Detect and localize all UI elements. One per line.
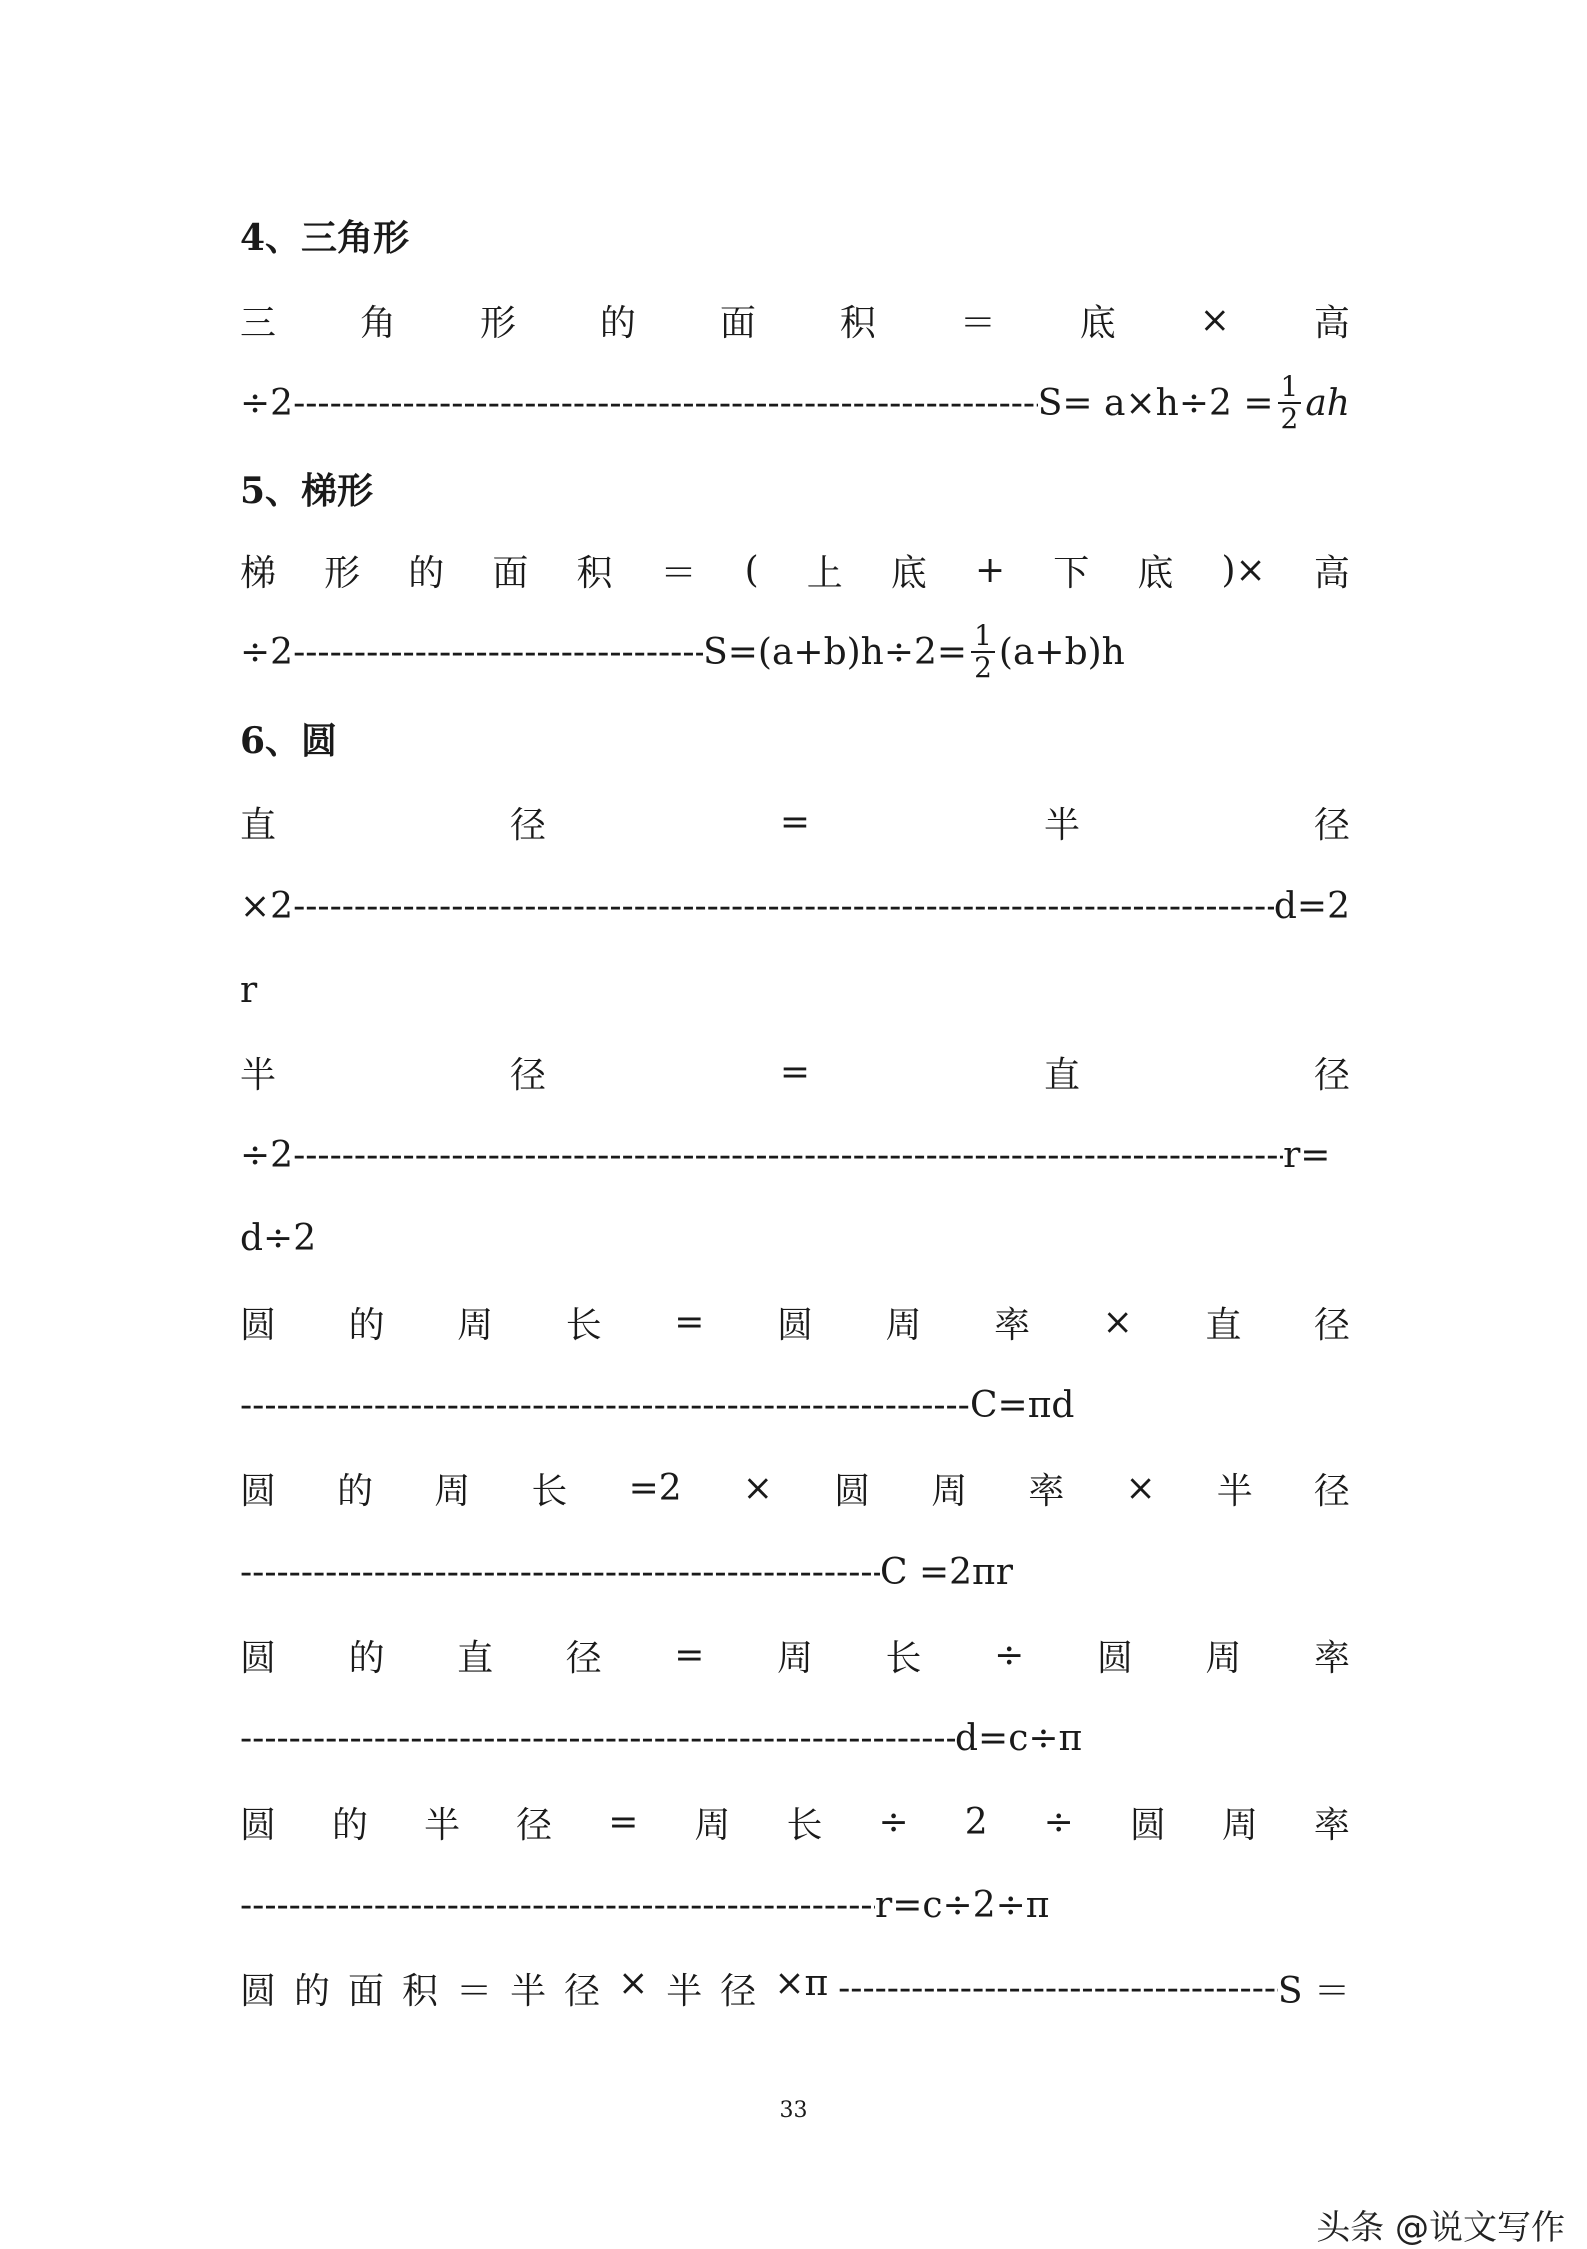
dash-leader bbox=[293, 383, 1038, 424]
formula-tail: r=c÷2÷π bbox=[875, 1884, 1050, 1926]
word: 率 bbox=[1313, 1804, 1350, 1846]
word: 周 bbox=[776, 1637, 813, 1679]
dash-leader bbox=[240, 1885, 875, 1926]
word: 2 bbox=[964, 1801, 988, 1843]
word: = bbox=[674, 1634, 705, 1676]
word: = bbox=[779, 801, 811, 843]
word: + bbox=[975, 549, 1006, 591]
word: 高 bbox=[1313, 552, 1350, 594]
trapezoid-area-text bbox=[240, 540, 1350, 600]
heading-text: 6、圆 bbox=[240, 719, 338, 762]
word: 下 bbox=[1053, 552, 1090, 594]
word: 面 bbox=[348, 1970, 385, 2012]
formula-lead: ×2 bbox=[240, 885, 294, 927]
page-number: 33 bbox=[779, 2098, 808, 2123]
diameter-from-circumference-formula bbox=[240, 1708, 1350, 1768]
word: 的 bbox=[337, 1470, 374, 1512]
word: ÷ bbox=[994, 1634, 1025, 1676]
word: 半 bbox=[666, 1970, 703, 2012]
word: 径 bbox=[509, 1054, 546, 1096]
word: 周 bbox=[434, 1470, 471, 1512]
word: 形 bbox=[324, 552, 361, 594]
formula-tail: C=πd bbox=[970, 1384, 1075, 1426]
word: 半 bbox=[510, 1970, 547, 2012]
formula-tail: C =2πr bbox=[880, 1551, 1013, 1593]
dash-leader bbox=[240, 1718, 955, 1759]
fraction bbox=[971, 621, 995, 683]
word: 周 bbox=[1205, 1637, 1242, 1679]
diameter-text bbox=[240, 792, 1350, 852]
word: ＝ bbox=[959, 302, 996, 344]
dash-leader bbox=[293, 632, 703, 673]
formula-tail: S=(a+b)h÷2= bbox=[703, 631, 968, 673]
formula-lead: ÷2 bbox=[240, 631, 294, 673]
word: 上 bbox=[806, 552, 843, 594]
formula-tail: r= bbox=[1283, 1134, 1331, 1176]
word: 圆 bbox=[776, 1304, 813, 1346]
word: 半 bbox=[240, 1054, 277, 1096]
triangle-area-formula bbox=[240, 370, 1350, 435]
word: 的 bbox=[348, 1304, 385, 1346]
word: ＝ bbox=[660, 552, 697, 594]
word: 径 bbox=[1313, 1054, 1350, 1096]
radius-from-circumference-formula bbox=[240, 1875, 1350, 1935]
word: 率 bbox=[1313, 1637, 1350, 1679]
heading-text: 5、梯形 bbox=[240, 469, 374, 512]
word: 长 bbox=[885, 1637, 922, 1679]
word: 径 bbox=[1313, 1470, 1350, 1512]
diameter-formula-wrap bbox=[240, 960, 1350, 1020]
word: 半 bbox=[1216, 1470, 1253, 1512]
dash-leader bbox=[293, 886, 1274, 927]
formula-lead: ÷2 bbox=[240, 1134, 294, 1176]
diameter-from-circumference-text bbox=[240, 1625, 1350, 1685]
word: 圆 bbox=[240, 1304, 277, 1346]
word: 率 bbox=[994, 1304, 1031, 1346]
word: × bbox=[1199, 299, 1230, 341]
word: 的 bbox=[408, 552, 445, 594]
word: 径 bbox=[720, 1970, 757, 2012]
word: 面 bbox=[492, 552, 529, 594]
word: 的 bbox=[332, 1804, 369, 1846]
word: 三 bbox=[240, 302, 277, 344]
formula-tail: S ＝ bbox=[1277, 1970, 1350, 2012]
dash-leader bbox=[838, 1968, 1278, 2009]
word: × bbox=[1102, 1301, 1133, 1343]
word: 圆 bbox=[1096, 1637, 1133, 1679]
word: 长 bbox=[786, 1804, 823, 1846]
word: 率 bbox=[1028, 1470, 1065, 1512]
word: = bbox=[608, 1801, 639, 1843]
fraction bbox=[1278, 372, 1302, 434]
word: 半 bbox=[1044, 804, 1081, 846]
word: 长 bbox=[565, 1304, 602, 1346]
word: 圆 bbox=[240, 1470, 277, 1512]
word: 圆 bbox=[240, 1970, 277, 2012]
word: )× bbox=[1221, 549, 1266, 591]
word: 底 bbox=[1079, 302, 1116, 344]
circumference-diameter-text bbox=[240, 1292, 1350, 1352]
word: ÷ bbox=[1043, 1801, 1074, 1843]
word: 周 bbox=[457, 1304, 494, 1346]
formula-wrap-text: r bbox=[240, 969, 258, 1011]
word: = bbox=[674, 1301, 705, 1343]
formula-after: (a+b)h bbox=[998, 631, 1125, 673]
word: = bbox=[779, 1051, 811, 1093]
circumference-diameter-formula bbox=[240, 1375, 1350, 1435]
formula-wrap-text: d÷2 bbox=[240, 1217, 317, 1259]
circle-area-text bbox=[240, 1958, 1350, 2018]
word: 长 bbox=[531, 1470, 568, 1512]
word: =2 bbox=[628, 1467, 682, 1509]
word: 高 bbox=[1313, 302, 1350, 344]
radius-formula-wrap bbox=[240, 1208, 1350, 1268]
dash-leader bbox=[293, 1135, 1283, 1176]
triangle-area-text bbox=[240, 290, 1350, 350]
circumference-radius-formula bbox=[240, 1542, 1350, 1602]
word: ( bbox=[744, 549, 759, 591]
word: 圆 bbox=[834, 1470, 871, 1512]
word: 直 bbox=[1044, 1054, 1081, 1096]
formula-lead: ÷2 bbox=[240, 382, 294, 424]
diameter-formula bbox=[240, 876, 1350, 936]
word: ＝ bbox=[456, 1970, 493, 2012]
dash-leader bbox=[240, 1385, 970, 1426]
word: 圆 bbox=[240, 1637, 277, 1679]
word: 周 bbox=[931, 1470, 968, 1512]
word: 梯 bbox=[240, 552, 277, 594]
fraction-denominator: 2 bbox=[974, 651, 992, 684]
word: 直 bbox=[457, 1637, 494, 1679]
word: 直 bbox=[240, 804, 277, 846]
word: 的 bbox=[294, 1970, 331, 2012]
word: 圆 bbox=[240, 1804, 277, 1846]
word: ÷ bbox=[878, 1801, 909, 1843]
word: × bbox=[1125, 1467, 1156, 1509]
word: 径 bbox=[1313, 1304, 1350, 1346]
word: 圆 bbox=[1129, 1804, 1166, 1846]
section-4-heading bbox=[240, 205, 1350, 265]
dash-leader bbox=[240, 1552, 880, 1593]
heading-text: 4、三角形 bbox=[240, 216, 410, 259]
word: × bbox=[742, 1467, 773, 1509]
word: 径 bbox=[1313, 804, 1350, 846]
word: 面 bbox=[719, 302, 756, 344]
formula-tail: d=c÷π bbox=[955, 1717, 1083, 1759]
word: 径 bbox=[509, 804, 546, 846]
trapezoid-area-formula bbox=[240, 619, 1350, 684]
word: 的 bbox=[348, 1637, 385, 1679]
fraction-denominator: 2 bbox=[1280, 402, 1299, 435]
word: ×π bbox=[774, 1962, 829, 2004]
word: 底 bbox=[1137, 552, 1174, 594]
word: 周 bbox=[694, 1804, 731, 1846]
section-5-heading bbox=[240, 458, 1350, 518]
word: 径 bbox=[516, 1804, 553, 1846]
section-6-heading bbox=[240, 708, 1350, 768]
word: 角 bbox=[359, 302, 396, 344]
word: 积 bbox=[402, 1970, 439, 2012]
word: 积 bbox=[576, 552, 613, 594]
word: 半 bbox=[424, 1804, 461, 1846]
word: 形 bbox=[479, 302, 516, 344]
word: 径 bbox=[564, 1970, 601, 2012]
radius-text bbox=[240, 1042, 1350, 1102]
radius-formula bbox=[240, 1125, 1350, 1185]
fraction-numerator: 1 bbox=[1278, 372, 1302, 404]
word: 底 bbox=[890, 552, 927, 594]
word: 直 bbox=[1205, 1304, 1242, 1346]
circumference-radius-text bbox=[240, 1458, 1350, 1518]
word: 积 bbox=[839, 302, 876, 344]
word: × bbox=[618, 1962, 649, 2004]
circle-area-words bbox=[240, 1963, 828, 2014]
formula-tail: d=2 bbox=[1273, 885, 1350, 927]
word: 的 bbox=[599, 302, 636, 344]
radius-from-circumference-text bbox=[240, 1792, 1350, 1852]
word: 径 bbox=[565, 1637, 602, 1679]
formula-after: ah bbox=[1305, 382, 1350, 424]
fraction-numerator: 1 bbox=[971, 621, 995, 653]
watermark: 头条 @说文写作 bbox=[1316, 2208, 1565, 2248]
formula-tail: S= a×h÷2 = bbox=[1037, 382, 1274, 424]
word: 周 bbox=[1221, 1804, 1258, 1846]
word: 周 bbox=[885, 1304, 922, 1346]
